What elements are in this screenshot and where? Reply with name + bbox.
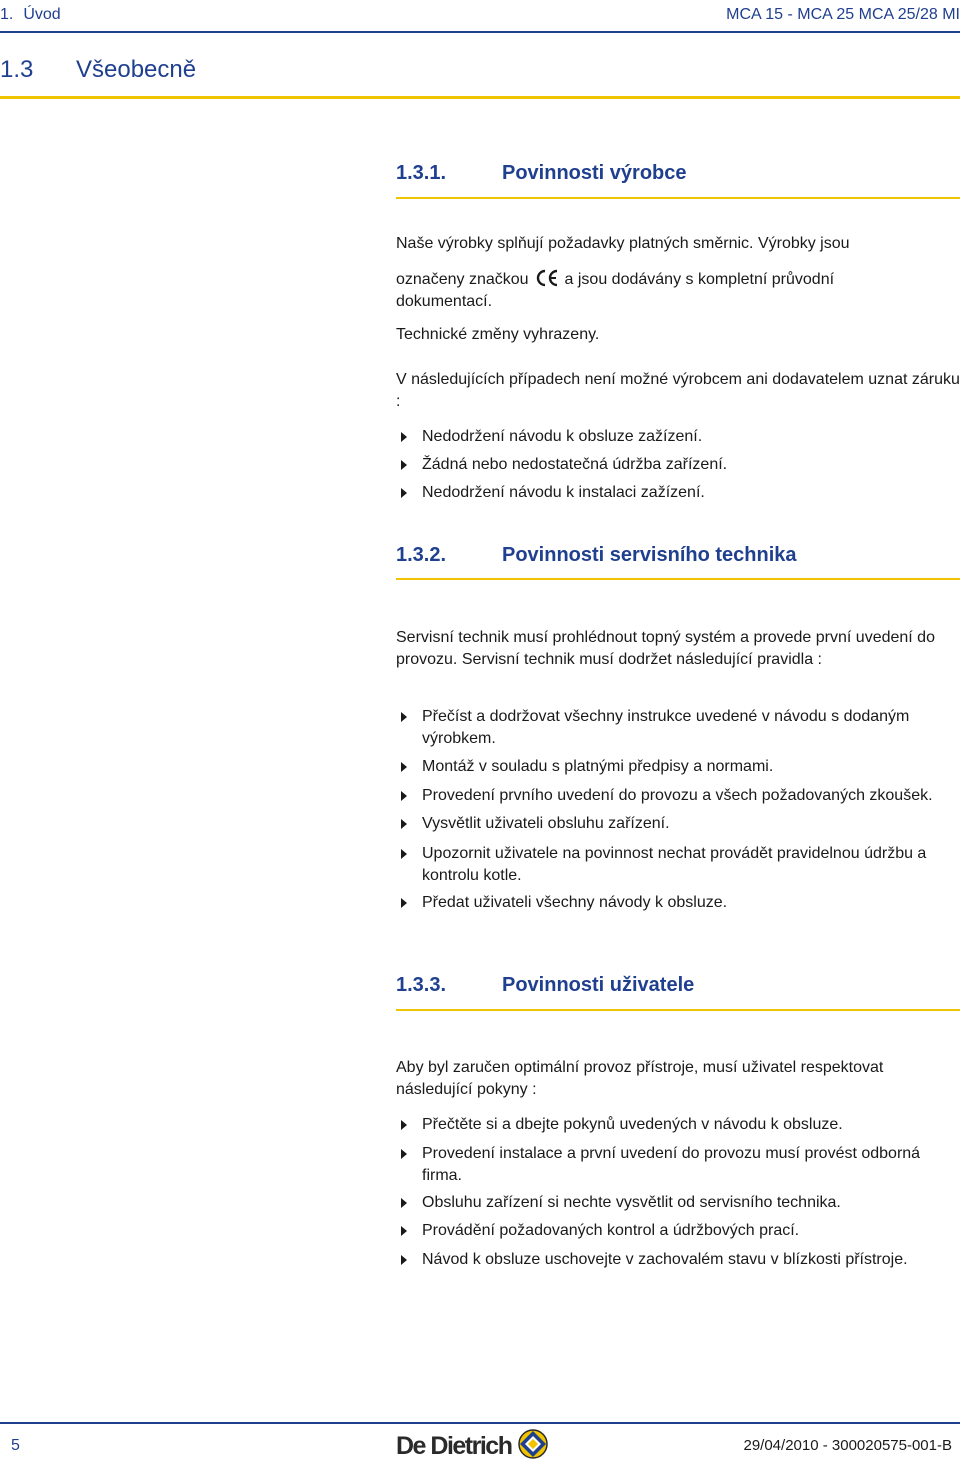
arrow-bullet-icon <box>401 1120 407 1130</box>
arrow-bullet-icon <box>401 712 407 722</box>
list-item-text: Žádná nebo nedostatečná údržba zařízení. <box>422 456 728 473</box>
subsection-heading-2 <box>396 544 797 567</box>
brand-logo <box>396 1428 549 1464</box>
subsection-number: 1.3.1. <box>396 162 447 184</box>
list-item-text: Předat uživateli všechny návody k obsluze. <box>422 894 728 911</box>
list-item-text: Provedení prvního uvedení do provozu a všech požadovaných zkoušek. <box>422 787 933 804</box>
arrow-bullet-icon <box>401 1198 407 1208</box>
subsection-divider <box>396 578 960 580</box>
list-item-text: Upozornit uživatele na povinnost nechat provádět pravidelnou údržbu a kontrolu kotle. <box>422 845 927 884</box>
arrow-bullet-icon <box>401 488 407 498</box>
chapter-title: Úvod <box>23 6 61 23</box>
paragraph-text: označeny značkou <box>396 271 529 288</box>
paragraph: Servisní technik musí prohlédnout topný systém a provede první uvedení do provozu. Servisní technik musí dodržet následující pravidla : <box>396 629 935 668</box>
list-item-text: Nedodržení návodu k instalaci zažízení. <box>422 484 705 501</box>
subsection-number: 1.3.2. <box>396 544 447 566</box>
arrow-bullet-icon <box>401 432 407 442</box>
list-item-text: Montáž v souladu s platnými předpisy a normami. <box>422 758 774 775</box>
subsection-divider <box>396 1009 960 1011</box>
arrow-bullet-icon <box>401 460 407 470</box>
section-number: 1.3 <box>0 56 34 83</box>
chapter-number: 1. <box>0 6 14 23</box>
subsection-title: Povinnosti výrobce <box>502 162 687 184</box>
paragraph: Naše výrobky splňují požadavky platných směrnic. Výrobky jsou <box>396 235 850 252</box>
subsection-divider <box>396 197 960 199</box>
subsection-title: Povinnosti servisního technika <box>502 544 797 566</box>
chapter-header <box>0 6 61 24</box>
arrow-bullet-icon <box>401 849 407 859</box>
list-item <box>396 1114 960 1136</box>
list-item-text: Provádění požadovaných kontrol a údržbových prací. <box>422 1222 800 1239</box>
page-number: 5 <box>11 1437 20 1454</box>
list-item <box>396 1192 960 1214</box>
warranty-exclusions-list <box>396 426 960 504</box>
technician-duties-list <box>396 706 960 914</box>
paragraph: dokumentací. <box>396 293 493 310</box>
footer-divider <box>0 1422 960 1424</box>
brand-emblem-icon <box>517 1428 549 1465</box>
paragraph: V následujících případech není možné výrobcem ani dodavatelem uznat záruku : <box>396 371 960 410</box>
list-item-text: Přečíst a dodržovat všechny instrukce uvedené v návodu s dodaným výrobkem. <box>422 708 910 747</box>
arrow-bullet-icon <box>401 1255 407 1265</box>
list-item <box>396 706 960 750</box>
subsection-heading-1 <box>396 162 687 185</box>
subsection-heading-3 <box>396 974 694 997</box>
section-title-text: Všeobecně <box>76 56 197 83</box>
subsection-number: 1.3.3. <box>396 974 447 996</box>
arrow-bullet-icon <box>401 819 407 829</box>
document-code: 29/04/2010 - 300020575-001-B <box>743 1437 952 1454</box>
list-item <box>396 454 960 476</box>
header-divider <box>0 31 960 33</box>
subsection-title: Povinnosti uživatele <box>502 974 695 996</box>
paragraph: Technické změny vyhrazeny. <box>396 326 600 343</box>
list-item-text: Nedodržení návodu k obsluze zažízení. <box>422 428 703 445</box>
section-divider <box>0 96 960 99</box>
list-item-text: Provedení instalace a první uvedení do provozu musí provést odborná firma. <box>422 1145 921 1184</box>
arrow-bullet-icon <box>401 898 407 908</box>
list-item-text: Návod k obsluze uschovejte v zachovalém stavu v blízkosti přístroje. <box>422 1251 908 1268</box>
list-item <box>396 813 960 835</box>
list-item <box>396 1143 960 1187</box>
list-item-text: Obsluhu zařízení si nechte vysvětlit od servisního technika. <box>422 1194 841 1211</box>
list-item <box>396 843 960 887</box>
arrow-bullet-icon <box>401 1226 407 1236</box>
list-item <box>396 1220 960 1242</box>
arrow-bullet-icon <box>401 791 407 801</box>
section-title <box>0 56 196 84</box>
paragraph-text: a jsou dodávány s kompletní průvodní <box>564 271 835 288</box>
list-item-text: Vysvětlit uživateli obsluhu zařízení. <box>422 815 670 832</box>
list-item <box>396 785 960 807</box>
models-header: MCA 15 - MCA 25 MCA 25/28 MI <box>726 6 960 23</box>
arrow-bullet-icon <box>401 1149 407 1159</box>
list-item <box>396 892 960 914</box>
user-duties-list <box>396 1114 960 1271</box>
list-item <box>396 1249 960 1271</box>
paragraph: Aby byl zaručen optimální provoz přístroje, musí uživatel respektovat následující pokyny : <box>396 1059 884 1098</box>
list-item <box>396 756 960 778</box>
list-item-text: Přečtěte si a dbejte pokynů uvedených v návodu k obsluze. <box>422 1116 843 1133</box>
list-item <box>396 426 960 448</box>
arrow-bullet-icon <box>401 762 407 772</box>
brand-logo-text: De Dietrich <box>396 1431 512 1460</box>
list-item <box>396 482 960 504</box>
